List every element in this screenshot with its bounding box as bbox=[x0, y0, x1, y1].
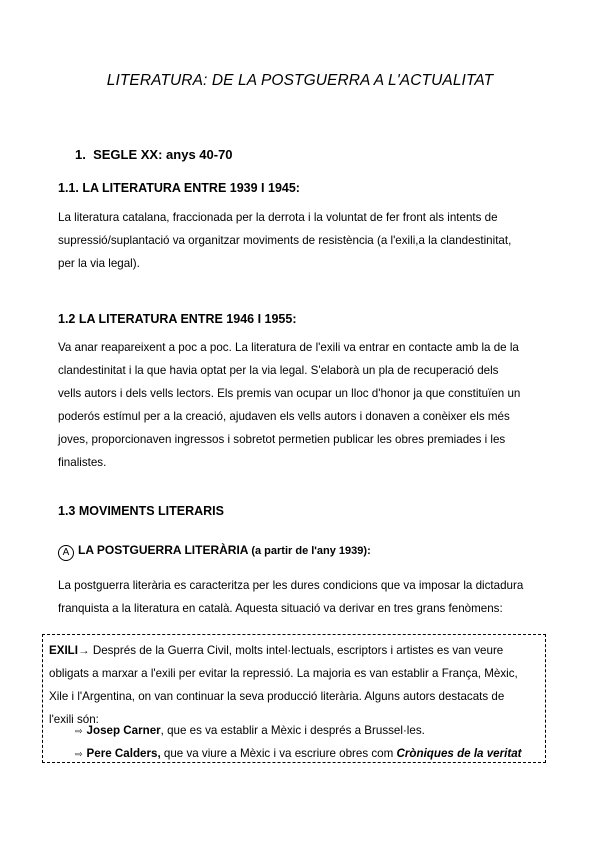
hollow-arrow-bullet-icon: ⇨ bbox=[75, 726, 83, 736]
section-1-1-paragraph bbox=[58, 206, 548, 275]
section-1-3-heading: 1.3 MOVIMENTS LITERARIS bbox=[58, 504, 224, 518]
section-1-heading bbox=[75, 147, 233, 162]
paragraph-line: vells autors i dels vells lectors. Els premis van ocupar un lloc d'honor ja que constituïen un bbox=[58, 387, 521, 400]
paragraph-line: joves, proporcionaven ingressos i sobretot permetien publicar les obres premiades i les bbox=[58, 433, 506, 446]
hollow-arrow-bullet-icon: ⇨ bbox=[75, 749, 83, 759]
section-1-3-paragraph bbox=[58, 574, 548, 620]
paragraph-line: per la via legal). bbox=[58, 257, 140, 270]
author-list-item bbox=[75, 742, 522, 766]
postguerra-subheading-title: LA POSTGUERRA LITERÀRIA bbox=[78, 543, 248, 557]
section-1-number: 1. bbox=[75, 147, 86, 162]
section-1-title: SEGLE XX: anys 40-70 bbox=[93, 147, 233, 162]
exili-first-line-text: Després de la Guerra Civil, molts intel·lectuals, escriptors i artistes es van veure bbox=[89, 644, 504, 657]
paragraph-line: poderós estímul per a la creació, ajudaven els vells autors i donaven a conèixer els més bbox=[58, 410, 510, 423]
section-1-2-paragraph bbox=[58, 336, 548, 474]
exili-first-line bbox=[49, 639, 539, 662]
paragraph-line: franquista a la literatura en català. Aquesta situació va derivar en tres grans fenòmens: bbox=[58, 602, 503, 615]
author-description: , que es va establir a Mèxic i després a Brussel·les. bbox=[160, 724, 425, 737]
paragraph-line: finalistes. bbox=[58, 456, 107, 469]
paragraph-line: supressió/suplantació va organitzar moviments de resistència (a l'exili,a la clandestinitat, bbox=[58, 234, 512, 247]
postguerra-subheading bbox=[58, 543, 371, 561]
exili-text bbox=[49, 639, 539, 731]
arrow-right-icon: → bbox=[78, 644, 90, 657]
paragraph-line: La postguerra literària es caracteritza per les dures condicions que va imposar la dictadura bbox=[58, 579, 524, 592]
paragraph-line: l'exili són: bbox=[49, 713, 99, 726]
work-title: Cròniques de la veritat bbox=[396, 747, 522, 760]
exili-box bbox=[42, 634, 546, 763]
paragraph-line: La literatura catalana, fraccionada per la derrota i la voluntat de fer front als intents de bbox=[58, 211, 498, 224]
paragraph-line: Va anar reapareixent a poc a poc. La literatura de l'exili va entrar en contacte amb la de la bbox=[58, 341, 519, 354]
author-list-item bbox=[75, 719, 425, 743]
paragraph-line: clandestinitat i la que havia optat per la via legal. S'elaborà un pla de recuperació dels bbox=[58, 364, 499, 377]
circled-letter-marker: A bbox=[58, 545, 74, 561]
author-name: Pere Calders, bbox=[86, 747, 161, 760]
author-description: que va viure a Mèxic i va escriure obres com bbox=[160, 747, 397, 760]
page-title: LITERATURA: DE LA POSTGUERRA A L'ACTUALITAT bbox=[106, 72, 494, 89]
exili-label: EXILI bbox=[49, 644, 78, 657]
paragraph-line: Xile i l'Argentina, on van continuar la seva producció literària. Alguns autors destacats de bbox=[49, 690, 505, 703]
section-1-1-heading: 1.1. LA LITERATURA ENTRE 1939 I 1945: bbox=[58, 181, 300, 195]
section-1-2-heading: 1.2 LA LITERATURA ENTRE 1946 I 1955: bbox=[58, 312, 297, 326]
postguerra-subheading-note: (a partir de l'any 1939): bbox=[251, 545, 371, 557]
author-name: Josep Carner bbox=[86, 724, 161, 737]
paragraph-line: obligats a marxar a l'exili per evitar la repressió. La majoria es van establir a França, Mèxic, bbox=[49, 667, 518, 680]
